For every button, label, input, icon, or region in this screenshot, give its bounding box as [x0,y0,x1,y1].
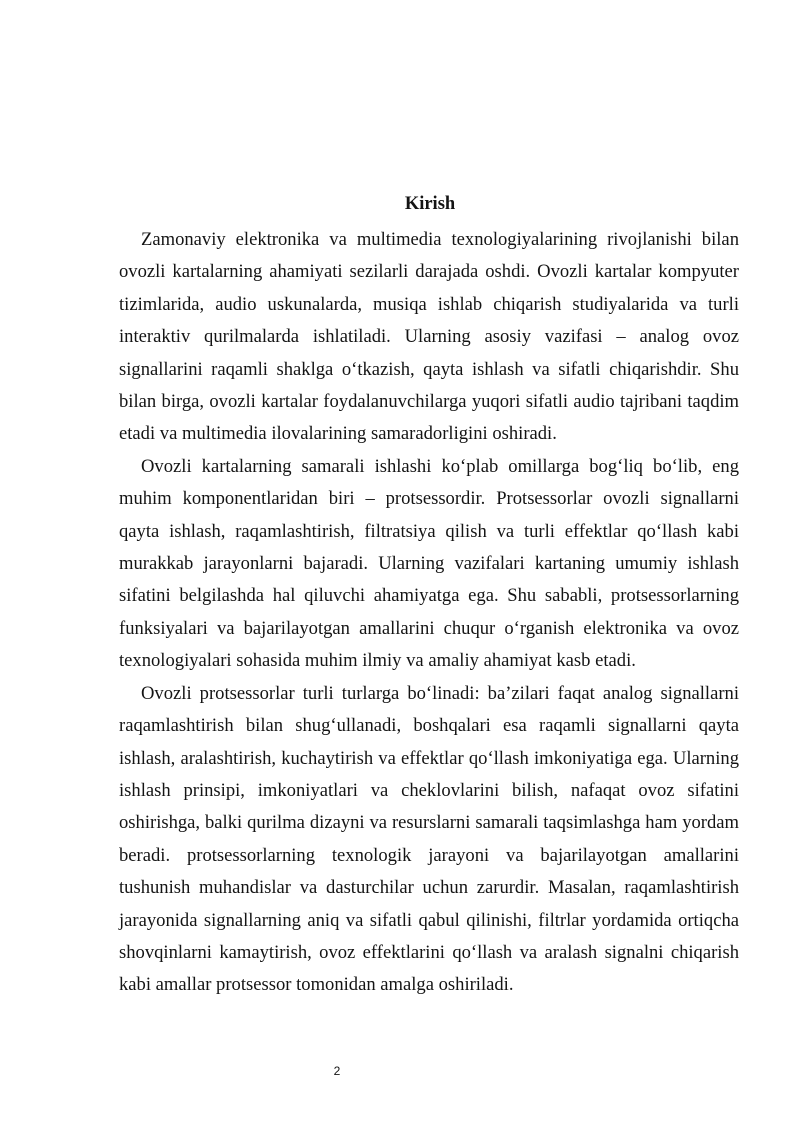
page-number: 2 [333,1064,341,1078]
paragraph-1: Zamonaviy elektronika va multimedia texnologiyalarining rivojlanishi bilan ovozli kartalarning ahamiyati sezilarli darajada oshdi. Ovozli kartalar kompyuter tizimlarida, audio uskunalarda, musiqa ishlab chiqarish studiyalarida va turli interaktiv qurilmalarda ishlatiladi. Ularning asosiy vazifasi – analog ovoz signallarini raqamli shaklga o‘tkazish, qayta ishlash va sifatli chiqarishdir. Shu bilan birga, ovozli kartalar foydalanuvchilarga yuqori sifatli audio tajribani taqdim etadi va multimedia ilovalarining samaradorligini oshiradi. [119,229,739,445]
body-text [119,224,739,1002]
paragraph-2: Ovozli kartalarning samarali ishlashi ko‘plab omillarga bog‘liq bo‘lib, eng muhim komponentlaridan biri – protsessordir. Protsessorlar ovozli signallarni qayta ishlash, raqamlashtirish, filtratsiya qilish va turli effektlar qo‘llash kabi murakkab jarayonlarni bajaradi. Ularning vazifalari kartaning umumiy ishlash sifatini belgilashda hal qiluvchi ahamiyatga ega. Shu sababli, protsessorlarning funksiyalari va bajarilayotgan amallarini chuqur o‘rganish elektronika va ovoz texnologiyalari sohasida muhim ilmiy va amaliy ahamiyat kasb etadi. [119,455,739,672]
section-heading: Kirish [404,194,456,214]
paragraph-3: Ovozli protsessorlar turli turlarga bo‘linadi: ba’zilari faqat analog signallarni raqamlashtirish bilan shug‘ullanadi, boshqalari esa raqamli signallarni qayta ishlash, aralashtirish, kuchaytirish va effektlar qo‘llash imkoniyatiga ega. Ularning ishlash prinsipi, imkoniyatlari va cheklovlarini bilish, nafaqat ovoz sifatini oshirishga, balki qurilma dizayni va resurslarni samarali taqsimlashga ham yordam beradi. protsessorlarning texnologik jarayoni va bajarilayotgan amallarini tushunish muhandislar va dasturchilar uchun zarurdir. Masalan, raqamlashtirish jarayonida signallarning aniq va sifatli qabul qilinishi, filtrlar yordamida ortiqcha shovqinlarni kamaytirish, ovoz effektlarini qo‘llash va aralash signalni chiqarish kabi amallar protsessor tomonidan amalga oshiriladi. [119,682,739,996]
